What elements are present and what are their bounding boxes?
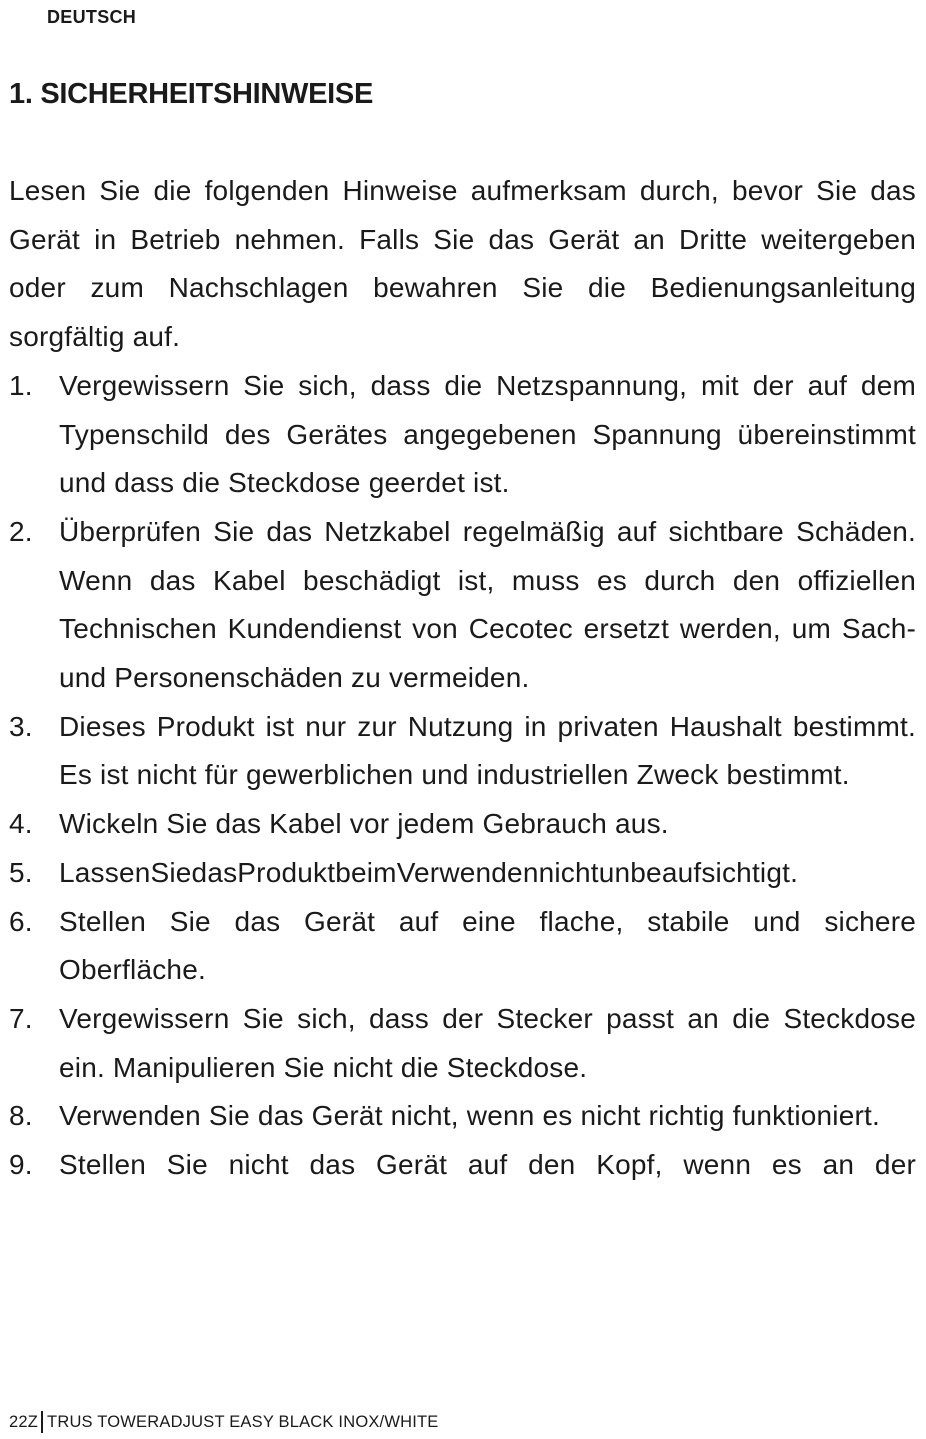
item-text: Vergewissern Sie sich, dass der Stecker passt an die Steckdose ein. Manipulieren Sie nicht die Steckdose. — [59, 1002, 916, 1083]
list-item — [9, 362, 916, 508]
list-item — [9, 849, 916, 898]
item-number: 5. — [9, 856, 33, 888]
item-text: Stellen Sie nicht das Gerät auf den Kopf, wenn es an der — [59, 1149, 916, 1181]
item-number: 6. — [9, 905, 33, 937]
item-number: 3. — [9, 710, 33, 742]
page-footer — [9, 1411, 439, 1433]
list-item — [9, 508, 916, 703]
page-number: 22Z — [9, 1412, 39, 1431]
item-number: 8. — [9, 1100, 33, 1132]
product-name: TRUS TOWERADJUST EASY BLACK INOX/WHITE — [47, 1412, 439, 1431]
item-number: 2. — [9, 515, 33, 547]
list-item — [9, 995, 916, 1092]
item-number: 7. — [9, 1002, 33, 1034]
item-number: 9. — [9, 1149, 33, 1181]
footer-separator — [41, 1411, 43, 1433]
item-text: LassenSiedasProduktbeimVerwendennichtunbeaufsichtigt. — [59, 856, 799, 888]
intro-paragraph: Lesen Sie die folgenden Hinweise aufmerksam durch, bevor Sie das Gerät in Betrieb nehmen. Falls Sie das Gerät an Dritte weitergeben oder zum Nachschlagen bewahren Sie die Bedienungsanleitung sorgfältig auf. — [9, 175, 916, 353]
item-text: Überprüfen Sie das Netzkabel regelmäßig auf sichtbare Schäden. Wenn das Kabel beschädigt ist, muss es durch den offiziellen Technischen Kundendienst von Cecotec ersetzt werden, um Sach- und Personenschäden zu vermeiden. — [59, 515, 916, 694]
list-item — [9, 1141, 916, 1190]
language-label: DEUTSCH — [47, 7, 137, 27]
list-item — [9, 703, 916, 800]
item-text: Stellen Sie das Gerät auf eine flache, stabile und sichere Oberfläche. — [59, 905, 916, 986]
item-number: 1. — [9, 369, 33, 401]
list-item — [9, 1092, 916, 1141]
item-number: 4. — [9, 808, 33, 840]
section-title: 1. SICHERHEITSHINWEISE — [9, 78, 374, 110]
safety-list — [9, 362, 916, 1190]
list-item — [9, 898, 916, 995]
list-item — [9, 800, 916, 849]
item-text: Vergewissern Sie sich, dass die Netzspannung, mit der auf dem Typenschild des Gerätes angegebenen Spannung übereinstimmt und dass die Steckdose geerdet ist. — [59, 369, 916, 499]
safety-content — [9, 167, 916, 1190]
item-text: Dieses Produkt ist nur zur Nutzung in privaten Haushalt bestimmt. Es ist nicht für gewerblichen und industriellen Zweck bestimmt. — [59, 710, 916, 791]
item-text: Verwenden Sie das Gerät nicht, wenn es nicht richtig funktioniert. — [59, 1100, 880, 1132]
item-text: Wickeln Sie das Kabel vor jedem Gebrauch aus. — [59, 808, 669, 840]
